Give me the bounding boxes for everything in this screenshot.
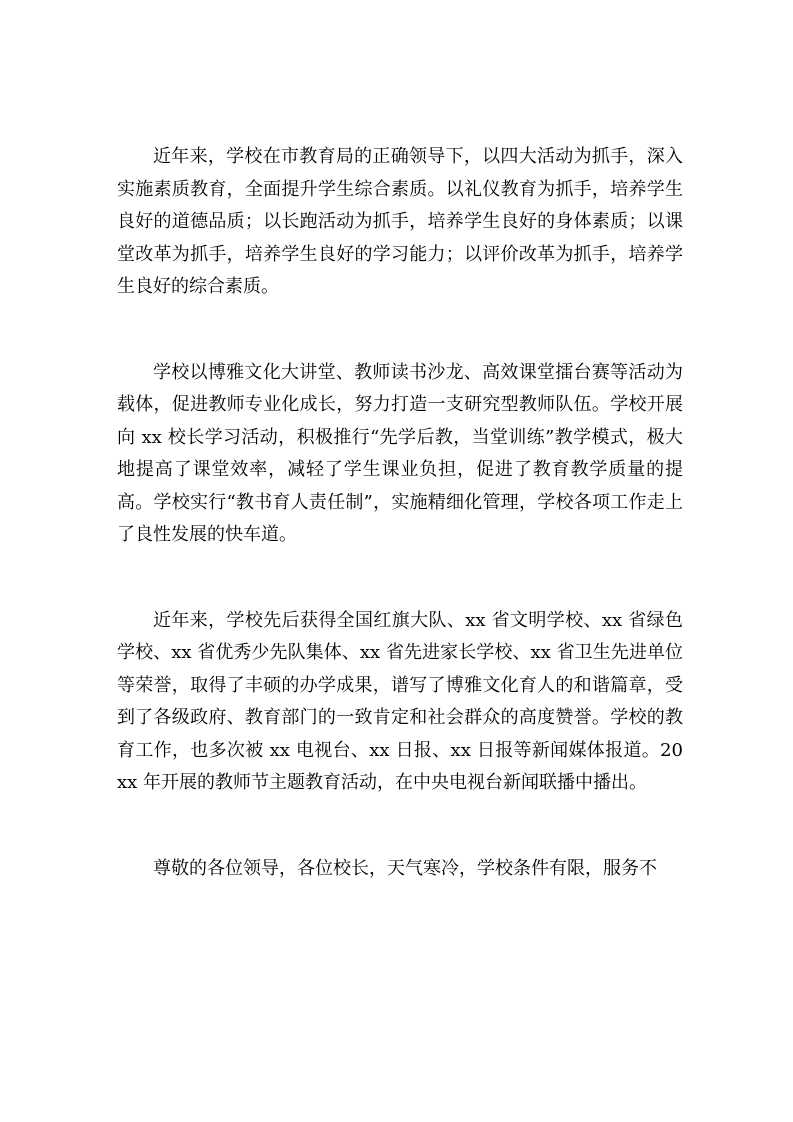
document-body xyxy=(117,141,683,938)
paragraph-2: 学校以博雅文化大讲堂、教师读书沙龙、高效课堂擂台赛等活动为载体，促进教师专业化成长，努力打造一支研究型教师队伍。学校开展向 xx 校长学习活动，积极推行“先学后教，当堂训练”教学模式，极大地提高了课堂效率，减轻了学生课业负担，促进了教育教学质量的提高。学校实行“教书育人责任制”，实施精细化管理，学校各项工作走上了良性发展的快车道。 xyxy=(117,361,683,545)
paragraph-1: 近年来，学校在市教育局的正确领导下，以四大活动为抓手，深入实施素质教育，全面提升学生综合素质。以礼仪教育为抓手，培养学生良好的道德品质；以长跑活动为抓手，培养学生良好的身体素质；以课堂改革为抓手，培养学生良好的学习能力；以评价改革为抓手，培养学生良好的综合素质。 xyxy=(117,146,683,297)
paragraph-3: 近年来，学校先后获得全国红旗大队、xx 省文明学校、xx 省绿色学校、xx 省优秀少先队集体、xx 省先进家长学校、xx 省卫生先进单位等荣誉，取得了丰硕的办学成果，谱写了博雅文化育人的和谐篇章，受到了各级政府、教育部门的一致肯定和社会群众的高度赞誉。学校的教育工作，也多次被 xx 电视台、xx 日报、xx 日报等新闻媒体报道。20xx 年开展的教师节主题教育活动，在中央电视台新闻联播中播出。 xyxy=(117,609,683,793)
paragraph-4: 尊敬的各位领导，各位校长，天气寒冷，学校条件有限，服务不 xyxy=(153,857,657,879)
